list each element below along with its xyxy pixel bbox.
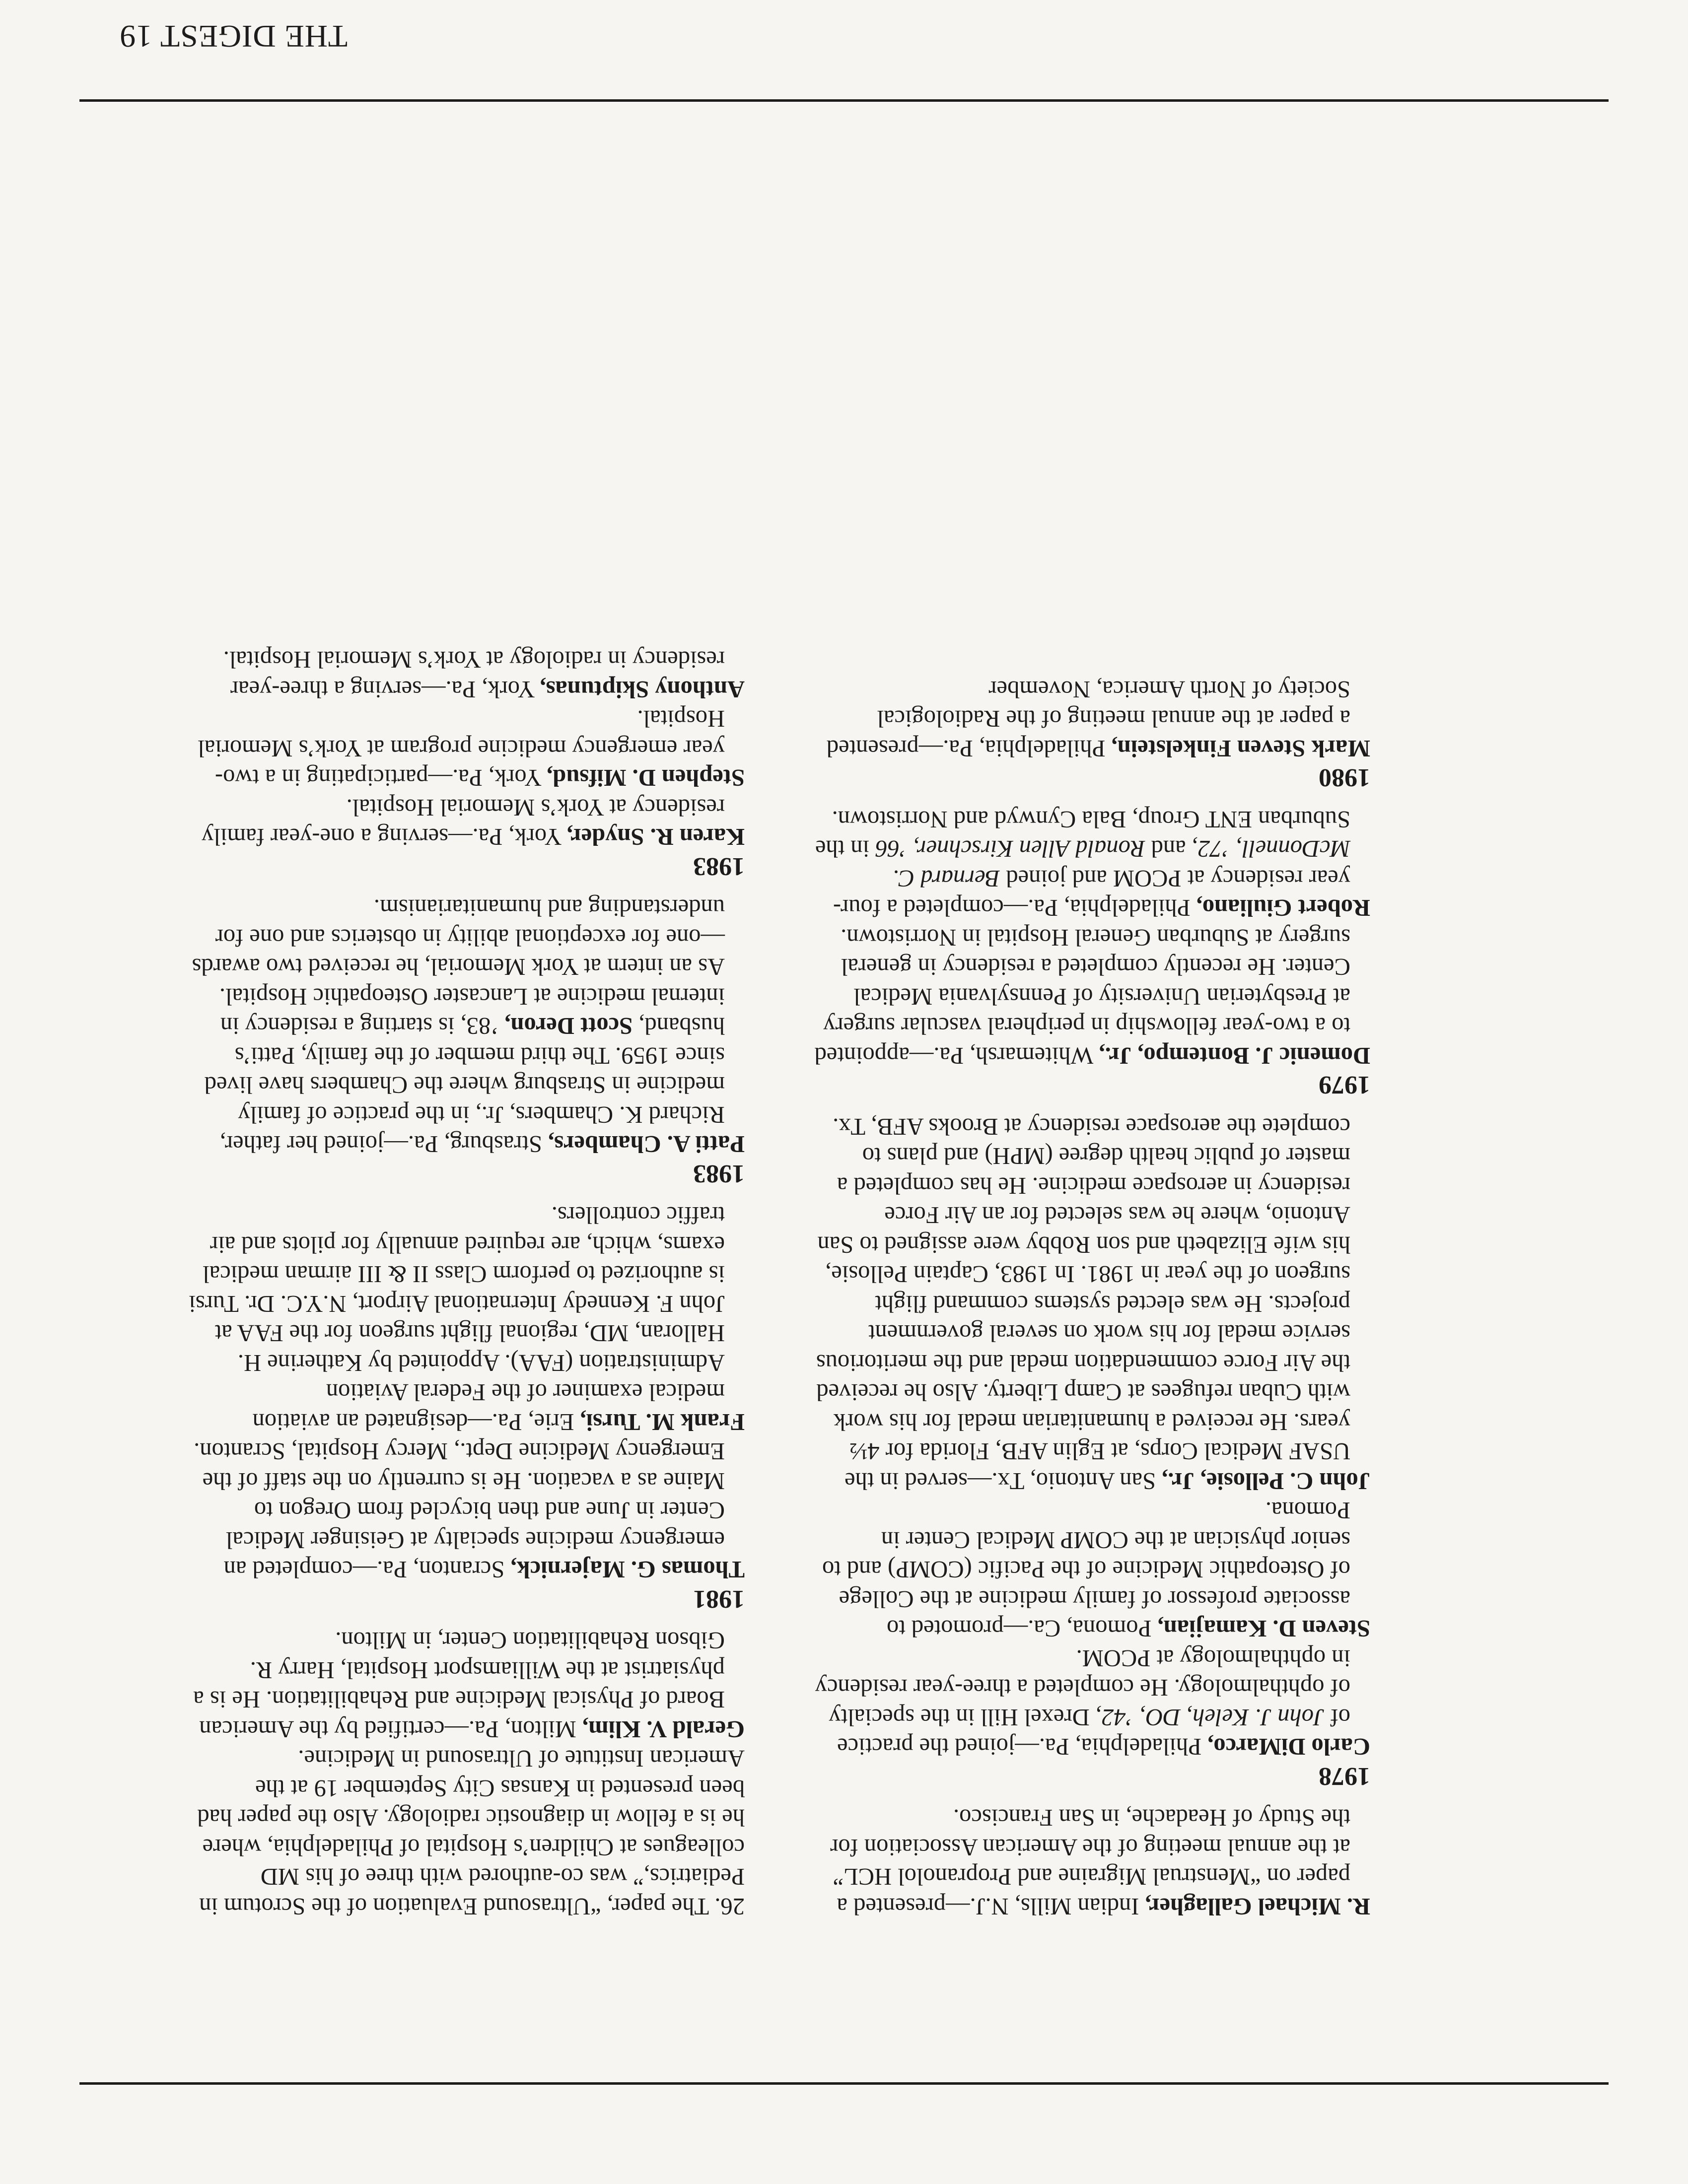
entry-pellosie (814, 1112, 1370, 1496)
entry-text: Philadelphia, Pa.—presented a paper at the annual meeting of the Radiological Society of North America, November (826, 676, 1350, 761)
entry-name: Gerald V. Klim, (582, 1716, 745, 1742)
entry-gallagher (814, 1803, 1370, 1921)
year-heading-1983: 1983 (693, 1160, 745, 1188)
entry-text: Scranton, Pa.—completed an emergency medicine specialty at Geisinger Medical Center in June and then bicycled from Oregon to Maine as a vacation. He is currently on the staff of the Emergency Medicine Dept., Mercy Hospital, Scranton. (194, 1438, 725, 1583)
entry-name: Thomas G. Majernick, (510, 1556, 745, 1583)
entry-text: Erie, Pa.—designated an aviation medical examiner of the Federal Aviation Administration (FAA). Appointed by Katherine H. Halloran, MD, regional flight surgeon for the FAA at John F. Kennedy International Airport, N.Y.C. Dr. Tursi is authorized to perform Class II & III airman medical exams, which, are required annually for pilots and air traffic controllers. (189, 1202, 725, 1435)
entry-finkelstein (814, 675, 1370, 763)
entry-text: and (1145, 835, 1192, 862)
entry-dimarco (814, 1643, 1370, 1762)
entry-snyder (189, 793, 745, 852)
entry-tursi (189, 1200, 745, 1436)
column-right (189, 645, 745, 1921)
entry-name: Stephen D. Mifsud, (547, 764, 745, 791)
entry-name: Carlo DiMarco, (1207, 1733, 1370, 1760)
entry-text: 26. The paper, “Ultrasound Evaluation of the Scrotum in Pediatrics,” was co-authored with three of his MD colleagues at Children’s Hospital of Philadelphia, where he is a fellow in diagnostic radiology. Also the paper had been presented in Kansas City September 19 at the American Institute of Ultrasound in Medicine. (197, 1745, 745, 1919)
entry-text: ’83, is starting a residency in internal medicine at Lancaster Osteopathic Hospital. As an intern at York Memorial, he received two awards—one for exceptional ability in obsterics and one for understanding and humanitarianism. (192, 894, 725, 1039)
bottom-rule (79, 2082, 1609, 2085)
entry-bontempo (814, 923, 1370, 1071)
entry-name: Mark Steven Finkelstein, (1111, 735, 1370, 761)
year-heading-1981: 1981 (693, 1585, 745, 1613)
entry-text: Whitemarsh, Pa.—appointed to a two-year fellowship in peripheral vascular surgery at Presbyterian University of Pennsylvania Medical Center. He recently completed a residency in general surgery at Suburban General Hospital in Norristown. (814, 924, 1350, 1069)
entry-text: Philadelphia, Pa.—completed a four-year residency at PCOM and joined (833, 865, 1350, 921)
entry-text: Strasburg, Pa.—joined her father, Richard K. Chambers, Jr., in the practice of family medicine in Strasburg where the Chambers have lived since 1959. The third member of the family, Patti’s husband, (204, 1013, 725, 1158)
alumni-name: Bernard C. McDonnell, ’72, (892, 835, 1350, 891)
entry-giuliano (814, 805, 1370, 923)
entry-majernick (189, 1436, 745, 1584)
entry-text: in the Suburban ENT Group, Bala Cynwyd and Norristown. (815, 806, 1350, 862)
entry-text: Philadelphia, Pa.—joined the practice of (837, 1704, 1350, 1760)
year-heading-1979: 1979 (1319, 1071, 1370, 1099)
entry-text: York, Pa.—participating in a two-year emergency medicine program at York’s Memorial Hospital. (198, 705, 725, 791)
alumni-name: Scott Deron, (504, 1013, 633, 1039)
entry-name: Steven D. Kamajian, (1157, 1615, 1370, 1642)
entry-skiptunas (189, 645, 745, 704)
entry-text: Indian Mills, N.J.—presented a paper on “Menstrual Migraine and Propranolol HCL” at the annual meeting of the American Association for the Study of Headache, in San Francisco. (830, 1804, 1350, 1919)
entry-name: R. Michael Gallagher, (1145, 1893, 1370, 1919)
year-heading-1980: 1980 (1319, 763, 1370, 792)
alumni-name: Ronald Allen Kirschner, ’66 (875, 835, 1145, 862)
entry-klim (189, 1626, 745, 1744)
entry-text: York, Pa.—serving a three-year residency in radiology at York’s Memorial Hospital. (223, 646, 725, 702)
entry-text: San Antonio, Tx.—served in the USAF Medical Corps, at Eglin AFB, Florida for 4½ years. He received a humanitarian medal for his work with Cuban refugees at Camp Liberty. Also he received the Air Force commendation medal and the meritorious service medal for his work on several government projects. He was elected systems command flight surgeon of the year in 1981. In 1983, Captain Pellosie, his wife Elizabeth and son Robby were assigned to San Antonio, where he was selected for an Air Force residency in aerospace medicine. He has completed a master of public health degree (MPH) and plans to complete the aerospace residency at Brooks AFB, Tx. (816, 1113, 1350, 1494)
entry-name: Anthony Skiptunas, (540, 676, 745, 702)
year-heading-1983-second: 1983 (693, 852, 745, 881)
page-folio: THE DIGEST 19 (119, 19, 348, 54)
year-heading-1978: 1978 (1319, 1762, 1370, 1790)
entry-name: Karen R. Snyder, (566, 823, 745, 850)
entry-name: Robert Giuliano, (1196, 894, 1370, 921)
entry-text: Drexel Hill in the specialty of ophthalmology. He completed a three-year residency in ophthalmology at PCOM. (815, 1645, 1350, 1730)
entry-name: John C. Pellosie, Jr., (1162, 1468, 1370, 1494)
entry-text: Pomona, Ca.—promoted to associate professor of family medicine at the College of Osteopathic Medicine of the Pacific (COMP) and to senior physician at the COMP Medical Center in Pomona. (822, 1497, 1350, 1642)
top-rule (79, 99, 1609, 102)
entry-name: Patti A. Chambers, (548, 1131, 745, 1158)
entry-name: Frank M. Tursi, (580, 1409, 745, 1435)
entry-mifsud (189, 704, 745, 793)
alumni-name: John J. Keleh, DO, ’42, (1095, 1704, 1325, 1730)
entry-kamajian (814, 1496, 1370, 1643)
column-left (814, 675, 1370, 1921)
entry-name: Domenic J. Bontempo, Jr., (1099, 1042, 1370, 1069)
entry-chambers (189, 893, 745, 1159)
entry-finkelstein-continued (189, 1744, 745, 1921)
entry-text: Milton, Pa.—certified by the American Board of Physical Medicine and Rehabilitation. He is a physiatrist at the Williamsport Hospital, Harry R. Gibson Rehabilitation Center, in Milton. (193, 1627, 725, 1742)
entry-text: York, Pa.—serving a one-year family residency at York’s Memorial Hospital. (202, 794, 725, 850)
